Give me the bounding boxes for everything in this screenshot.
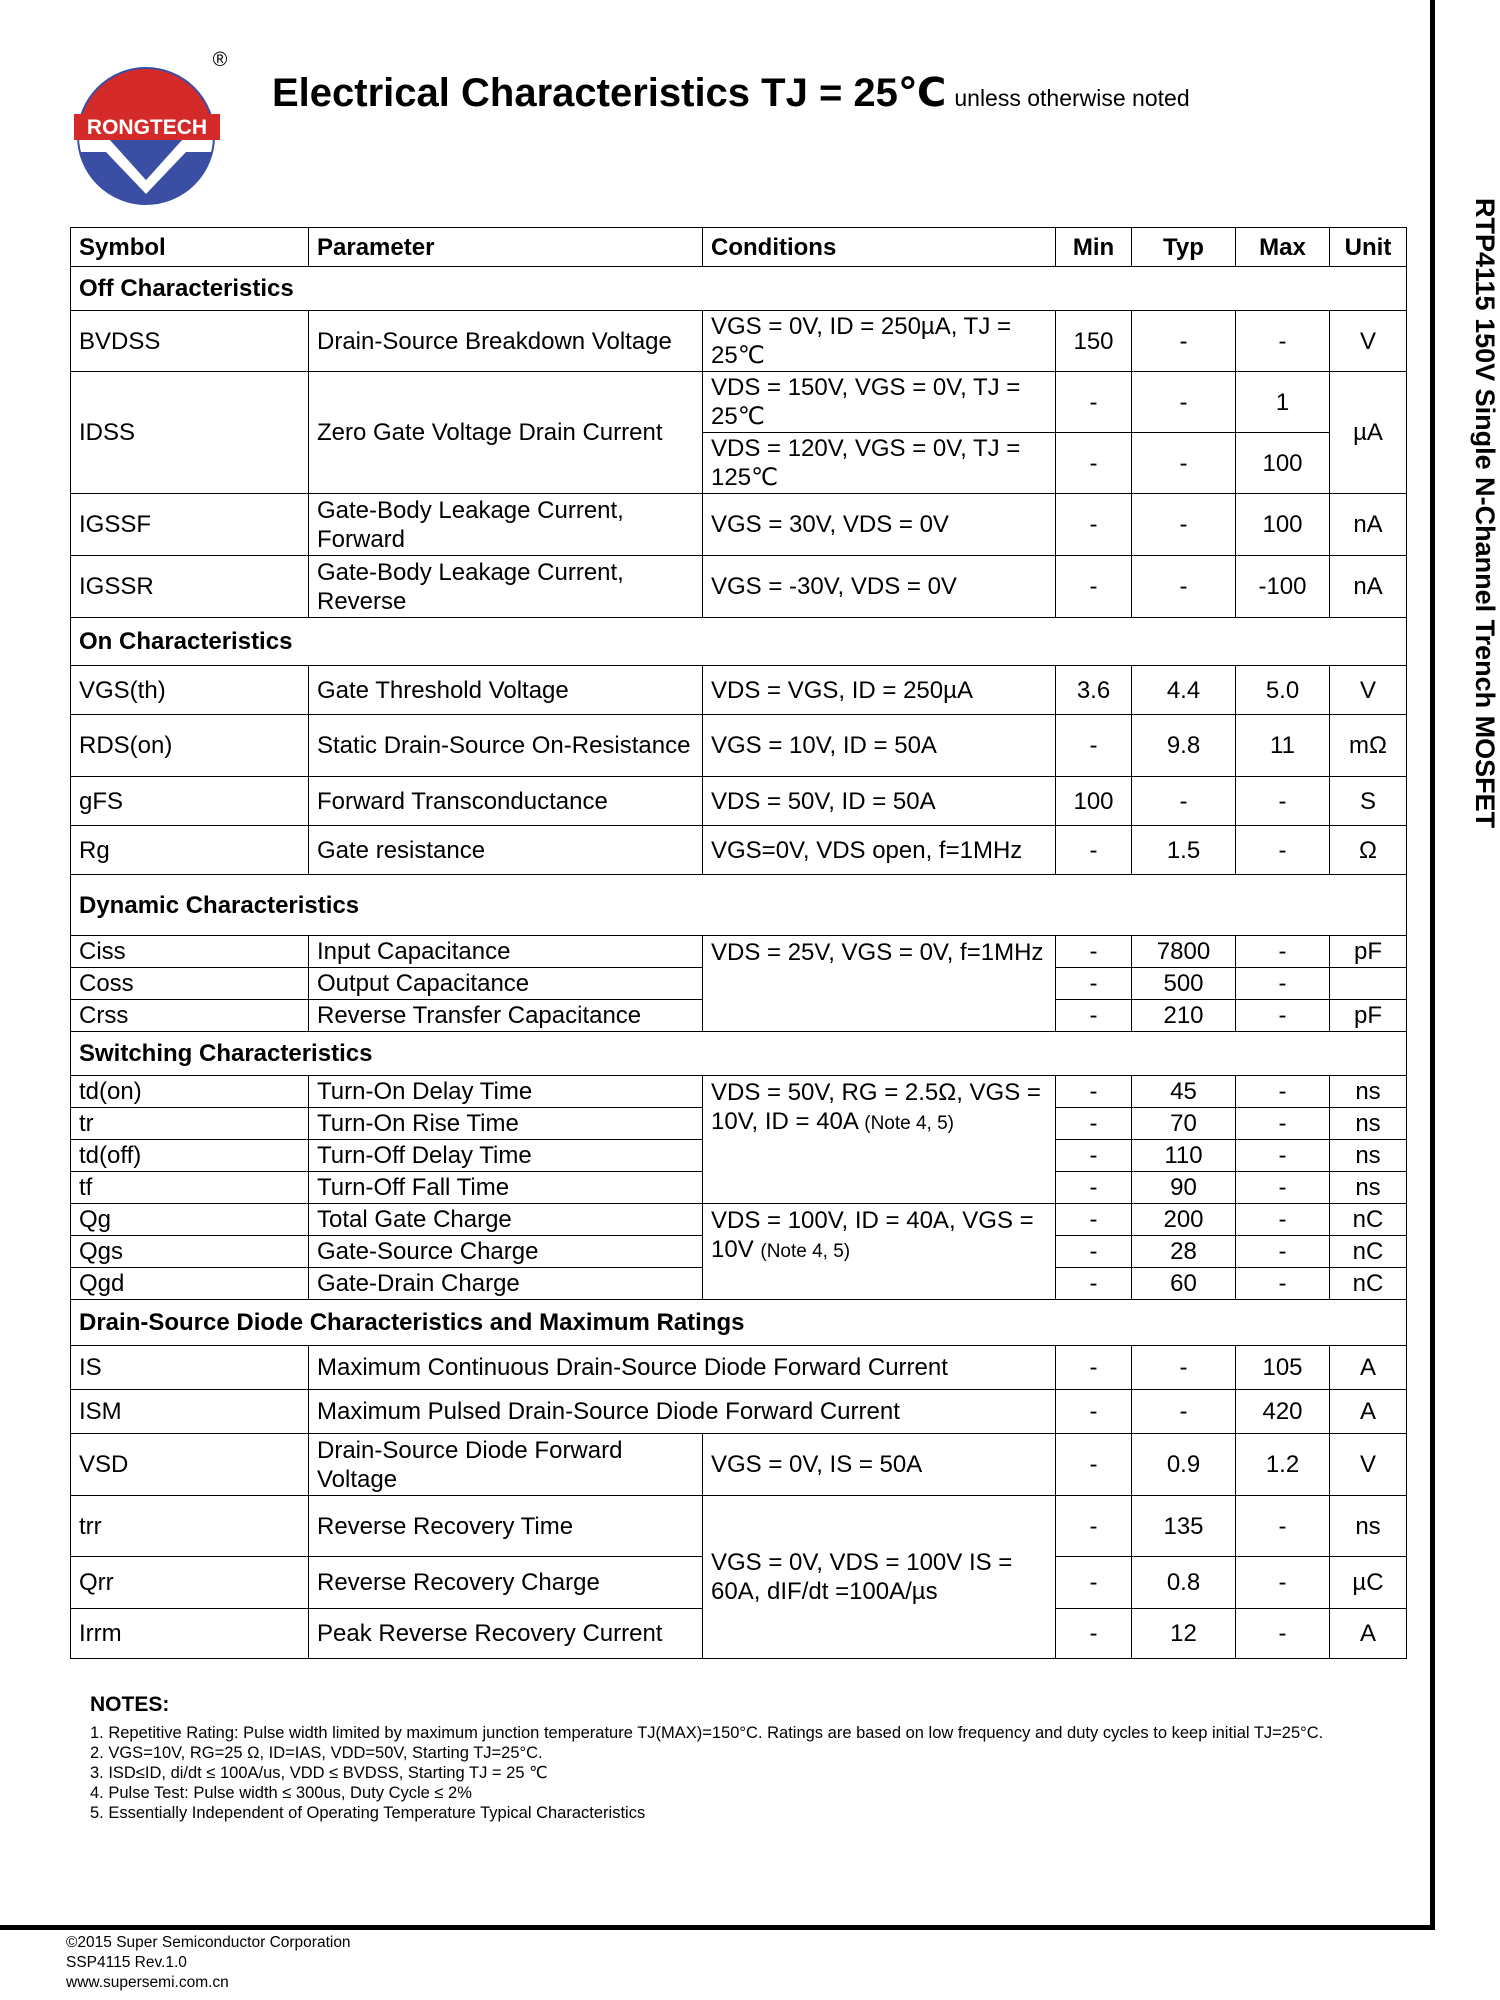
header-row: [71, 228, 1407, 267]
conditions-cell: VDS = 120V, VGS = 0V, TJ = 125℃: [703, 433, 1056, 494]
min-cell: 100: [1056, 777, 1132, 826]
conditions-cell: [703, 1076, 1056, 1204]
parameter-cell: Gate-Body Leakage Current, Reverse: [309, 556, 703, 618]
min-cell: -: [1056, 968, 1132, 1000]
table-row: [71, 311, 1407, 372]
q-conditions-text: VDS = 100V, ID = 40A, VGS = 10V: [711, 1207, 1034, 1263]
conditions-cell: VGS = 0V, VDS = 100V IS = 60A, dIF/dt =100A/µs: [703, 1496, 1056, 1659]
parameter-cell: Gate-Body Leakage Current, Forward: [309, 494, 703, 556]
side-title: RTP4115 150V Single N-Channel Trench MOSFET: [1470, 198, 1500, 829]
min-cell: 150: [1056, 311, 1132, 372]
max-cell: 105: [1236, 1346, 1330, 1390]
typ-cell: 90: [1132, 1172, 1236, 1204]
title-main: Electrical Characteristics TJ = 25℃: [272, 71, 947, 115]
typ-cell: 45: [1132, 1076, 1236, 1108]
conditions-cell: VGS = 30V, VDS = 0V: [703, 494, 1056, 556]
conditions-cell: [703, 1204, 1056, 1300]
col-symbol: Symbol: [71, 228, 309, 267]
col-max: Max: [1236, 228, 1330, 267]
table-row: [71, 1434, 1407, 1496]
max-cell: 1: [1236, 372, 1330, 433]
min-cell: -: [1056, 1076, 1132, 1108]
min-cell: -: [1056, 1000, 1132, 1032]
section-row: [71, 1032, 1407, 1076]
parameter-cell: Maximum Continuous Drain-Source Diode Forward Current: [309, 1346, 1056, 1390]
min-cell: -: [1056, 1609, 1132, 1659]
conditions-cell: VDS = 150V, VGS = 0V, TJ = 25℃: [703, 372, 1056, 433]
max-cell: -: [1236, 1236, 1330, 1268]
min-cell: -: [1056, 936, 1132, 968]
symbol-cell: Rg: [71, 826, 309, 875]
symbol-cell: Ciss: [71, 936, 309, 968]
section-row: [71, 267, 1407, 311]
symbol-cell: IGSSF: [71, 494, 309, 556]
max-cell: -: [1236, 1172, 1330, 1204]
page-footer: [66, 1933, 351, 1993]
col-parameter: Parameter: [309, 228, 703, 267]
typ-cell: 28: [1132, 1236, 1236, 1268]
unit-cell: V: [1330, 1434, 1407, 1496]
parameter-cell: Total Gate Charge: [309, 1204, 703, 1236]
min-cell: -: [1056, 1496, 1132, 1557]
symbol-cell: tf: [71, 1172, 309, 1204]
conditions-cell: VGS = 0V, IS = 50A: [703, 1434, 1056, 1496]
sw-note: (Note 4, 5): [864, 1113, 955, 1134]
unit-cell: S: [1330, 777, 1407, 826]
parameter-cell: Gate Threshold Voltage: [309, 666, 703, 715]
parameter-cell: Drain-Source Breakdown Voltage: [309, 311, 703, 372]
symbol-cell: Qrr: [71, 1557, 309, 1609]
typ-cell: -: [1132, 433, 1236, 494]
min-cell: -: [1056, 556, 1132, 618]
max-cell: -: [1236, 1140, 1330, 1172]
table-row: [71, 556, 1407, 618]
section-row: [71, 1300, 1407, 1346]
unit-cell: pF: [1330, 1000, 1407, 1032]
symbol-cell: Crss: [71, 1000, 309, 1032]
max-cell: 420: [1236, 1390, 1330, 1434]
symbol-cell: IDSS: [71, 372, 309, 494]
min-cell: -: [1056, 1434, 1132, 1496]
max-cell: -: [1236, 1076, 1330, 1108]
typ-cell: 70: [1132, 1108, 1236, 1140]
note-item: 3. ISD≤ID, di/dt ≤ 100A/us, VDD ≤ BVDSS, Starting TJ = 25 ℃: [90, 1764, 548, 1782]
unit-cell: nA: [1330, 494, 1407, 556]
unit-cell: nA: [1330, 556, 1407, 618]
table-row: [71, 777, 1407, 826]
conditions-cell: VGS=0V, VDS open, f=1MHz: [703, 826, 1056, 875]
section-on: On Characteristics: [71, 618, 1407, 666]
typ-cell: -: [1132, 372, 1236, 433]
note-item: 1. Repetitive Rating: Pulse width limited by maximum junction temperature TJ(MAX)=150°C. Ratings are based on low frequency and duty cycles to keep initial TJ=25°C.: [90, 1724, 1324, 1742]
electrical-characteristics-table: [70, 227, 1407, 1659]
page-title: [272, 70, 1190, 116]
typ-cell: 60: [1132, 1268, 1236, 1300]
title-subtitle: unless otherwise noted: [954, 85, 1190, 111]
table-row: [71, 1346, 1407, 1390]
typ-cell: 4.4: [1132, 666, 1236, 715]
notes-heading: NOTES:: [90, 1693, 170, 1716]
symbol-cell: ISM: [71, 1390, 309, 1434]
table-row: [71, 372, 1407, 433]
table-row: [71, 715, 1407, 777]
max-cell: -: [1236, 1496, 1330, 1557]
parameter-cell: Gate-Drain Charge: [309, 1268, 703, 1300]
table-row: [71, 1496, 1407, 1557]
table-row: [71, 1390, 1407, 1434]
notes-block: [90, 1693, 1420, 1823]
unit-cell: A: [1330, 1346, 1407, 1390]
typ-cell: -: [1132, 777, 1236, 826]
parameter-cell: Turn-On Delay Time: [309, 1076, 703, 1108]
max-cell: 1.2: [1236, 1434, 1330, 1496]
symbol-cell: VGS(th): [71, 666, 309, 715]
note-item: 4. Pulse Test: Pulse width ≤ 300us, Duty Cycle ≤ 2%: [90, 1784, 472, 1802]
parameter-cell: Reverse Transfer Capacitance: [309, 1000, 703, 1032]
max-cell: -: [1236, 936, 1330, 968]
typ-cell: 210: [1132, 1000, 1236, 1032]
typ-cell: 0.9: [1132, 1434, 1236, 1496]
symbol-cell: trr: [71, 1496, 309, 1557]
typ-cell: -: [1132, 494, 1236, 556]
parameter-cell: Input Capacitance: [309, 936, 703, 968]
typ-cell: 9.8: [1132, 715, 1236, 777]
typ-cell: 7800: [1132, 936, 1236, 968]
note-item: 5. Essentially Independent of Operating Temperature Typical Characteristics: [90, 1804, 646, 1822]
section-switching: Switching Characteristics: [71, 1032, 1407, 1076]
max-cell: -: [1236, 1268, 1330, 1300]
parameter-cell: Turn-Off Delay Time: [309, 1140, 703, 1172]
unit-cell: V: [1330, 666, 1407, 715]
parameter-cell: Drain-Source Diode Forward Voltage: [309, 1434, 703, 1496]
section-diode: Drain-Source Diode Characteristics and Maximum Ratings: [71, 1300, 1407, 1346]
table-row: [71, 666, 1407, 715]
unit-cell: mΩ: [1330, 715, 1407, 777]
max-cell: -: [1236, 1204, 1330, 1236]
parameter-cell: Forward Transconductance: [309, 777, 703, 826]
parameter-cell: Reverse Recovery Time: [309, 1496, 703, 1557]
min-cell: -: [1056, 1557, 1132, 1609]
conditions-cell: VGS = 0V, ID = 250µA, TJ = 25℃: [703, 311, 1056, 372]
symbol-cell: BVDSS: [71, 311, 309, 372]
min-cell: -: [1056, 494, 1132, 556]
unit-cell: ns: [1330, 1172, 1407, 1204]
table-row: [71, 494, 1407, 556]
parameter-cell: Output Capacitance: [309, 968, 703, 1000]
unit-cell: [1330, 968, 1407, 1000]
conditions-cell: VDS = 25V, VGS = 0V, f=1MHz: [703, 936, 1056, 1032]
unit-cell: pF: [1330, 936, 1407, 968]
unit-cell: µA: [1330, 372, 1407, 494]
min-cell: -: [1056, 1268, 1132, 1300]
footer-website[interactable]: www.supersemi.com.cn: [66, 1974, 229, 1991]
symbol-cell: IGSSR: [71, 556, 309, 618]
col-conditions: Conditions: [703, 228, 1056, 267]
symbol-cell: Irrm: [71, 1609, 309, 1659]
unit-cell: µC: [1330, 1557, 1407, 1609]
min-cell: -: [1056, 372, 1132, 433]
symbol-cell: IS: [71, 1346, 309, 1390]
max-cell: 5.0: [1236, 666, 1330, 715]
table-row: [71, 1076, 1407, 1108]
min-cell: -: [1056, 1346, 1132, 1390]
max-cell: -: [1236, 1609, 1330, 1659]
unit-cell: nC: [1330, 1236, 1407, 1268]
table-row: [71, 826, 1407, 875]
col-min: Min: [1056, 228, 1132, 267]
section-row: [71, 618, 1407, 666]
min-cell: -: [1056, 1236, 1132, 1268]
symbol-cell: gFS: [71, 777, 309, 826]
max-cell: -: [1236, 1000, 1330, 1032]
max-cell: -: [1236, 826, 1330, 875]
typ-cell: 200: [1132, 1204, 1236, 1236]
max-cell: -100: [1236, 556, 1330, 618]
typ-cell: 12: [1132, 1609, 1236, 1659]
symbol-cell: td(on): [71, 1076, 309, 1108]
unit-cell: Ω: [1330, 826, 1407, 875]
registered-mark: ®: [212, 49, 228, 71]
conditions-cell: VGS = -30V, VDS = 0V: [703, 556, 1056, 618]
col-unit: Unit: [1330, 228, 1407, 267]
unit-cell: A: [1330, 1390, 1407, 1434]
typ-cell: 110: [1132, 1140, 1236, 1172]
typ-cell: -: [1132, 556, 1236, 618]
min-cell: -: [1056, 1172, 1132, 1204]
min-cell: -: [1056, 1140, 1132, 1172]
col-typ: Typ: [1132, 228, 1236, 267]
conditions-cell: VGS = 10V, ID = 50A: [703, 715, 1056, 777]
symbol-cell: Qg: [71, 1204, 309, 1236]
parameter-cell: Reverse Recovery Charge: [309, 1557, 703, 1609]
parameter-cell: Maximum Pulsed Drain-Source Diode Forward Current: [309, 1390, 1056, 1434]
typ-cell: -: [1132, 1346, 1236, 1390]
note-item: 2. VGS=10V, RG=25 Ω, ID=IAS, VDD=50V, Starting TJ=25°C.: [90, 1744, 543, 1762]
table-row: [71, 936, 1407, 968]
footer-copyright: ©2015 Super Semiconductor Corporation: [66, 1934, 351, 1951]
typ-cell: 135: [1132, 1496, 1236, 1557]
section-row: [71, 875, 1407, 936]
min-cell: -: [1056, 433, 1132, 494]
symbol-cell: Coss: [71, 968, 309, 1000]
parameter-cell: Turn-Off Fall Time: [309, 1172, 703, 1204]
unit-cell: ns: [1330, 1140, 1407, 1172]
max-cell: 100: [1236, 433, 1330, 494]
max-cell: -: [1236, 1557, 1330, 1609]
sw-conditions-text: VDS = 50V, RG = 2.5Ω, VGS = 10V, ID = 40A: [711, 1079, 1041, 1135]
symbol-cell: td(off): [71, 1140, 309, 1172]
symbol-cell: VSD: [71, 1434, 309, 1496]
min-cell: -: [1056, 1108, 1132, 1140]
min-cell: -: [1056, 1390, 1132, 1434]
unit-cell: nC: [1330, 1268, 1407, 1300]
max-cell: -: [1236, 311, 1330, 372]
parameter-cell: Gate-Source Charge: [309, 1236, 703, 1268]
typ-cell: 500: [1132, 968, 1236, 1000]
min-cell: -: [1056, 826, 1132, 875]
max-cell: 11: [1236, 715, 1330, 777]
unit-cell: ns: [1330, 1076, 1407, 1108]
unit-cell: ns: [1330, 1108, 1407, 1140]
symbol-cell: Qgd: [71, 1268, 309, 1300]
min-cell: 3.6: [1056, 666, 1132, 715]
unit-cell: nC: [1330, 1204, 1407, 1236]
unit-cell: ns: [1330, 1496, 1407, 1557]
unit-cell: V: [1330, 311, 1407, 372]
symbol-cell: tr: [71, 1108, 309, 1140]
unit-cell: A: [1330, 1609, 1407, 1659]
max-cell: -: [1236, 1108, 1330, 1140]
parameter-cell: Gate resistance: [309, 826, 703, 875]
q-note: (Note 4, 5): [760, 1241, 851, 1262]
symbol-cell: RDS(on): [71, 715, 309, 777]
parameter-cell: Static Drain-Source On-Resistance: [309, 715, 703, 777]
max-cell: 100: [1236, 494, 1330, 556]
rongtech-logo: [70, 48, 230, 208]
max-cell: -: [1236, 777, 1330, 826]
footer-revision: SSP4115 Rev.1.0: [66, 1954, 187, 1971]
typ-cell: -: [1132, 1390, 1236, 1434]
section-dynamic: Dynamic Characteristics: [71, 875, 1407, 936]
min-cell: -: [1056, 1204, 1132, 1236]
typ-cell: 0.8: [1132, 1557, 1236, 1609]
table-row: [71, 1204, 1407, 1236]
conditions-cell: VDS = VGS, ID = 250µA: [703, 666, 1056, 715]
section-off: Off Characteristics: [71, 267, 1407, 311]
max-cell: -: [1236, 968, 1330, 1000]
symbol-cell: Qgs: [71, 1236, 309, 1268]
typ-cell: -: [1132, 311, 1236, 372]
typ-cell: 1.5: [1132, 826, 1236, 875]
conditions-cell: VDS = 50V, ID = 50A: [703, 777, 1056, 826]
parameter-cell: Peak Reverse Recovery Current: [309, 1609, 703, 1659]
parameter-cell: Turn-On Rise Time: [309, 1108, 703, 1140]
parameter-cell: Zero Gate Voltage Drain Current: [309, 372, 703, 494]
min-cell: -: [1056, 715, 1132, 777]
logo-text: RONGTECH: [86, 116, 208, 139]
